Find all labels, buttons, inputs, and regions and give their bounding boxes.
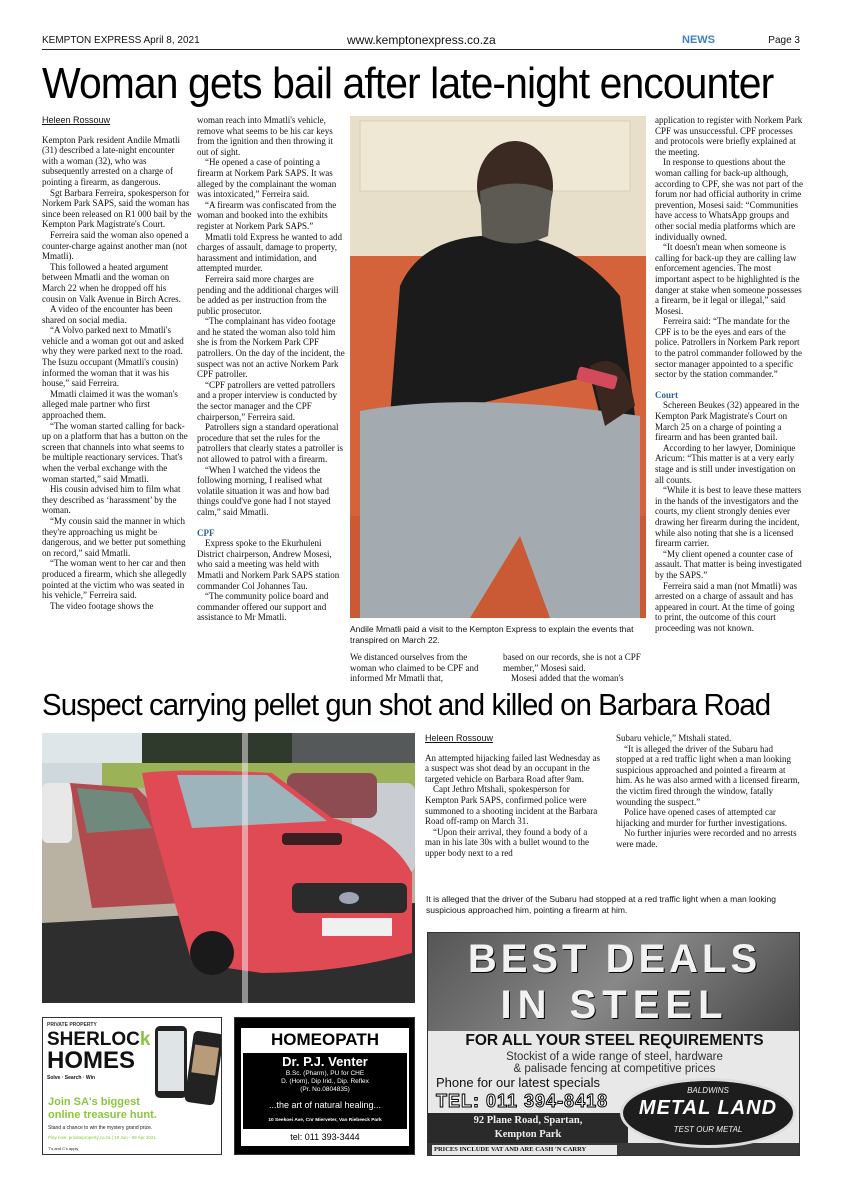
photo-red-subaru [42, 733, 415, 1003]
ad-address-1: 92 Plane Road, Spartan, [473, 1115, 583, 1126]
practice-number: (Pr. No.0804835) [300, 1086, 350, 1093]
phone-graphic-1 [155, 1026, 187, 1098]
paragraph: Subaru vehicle,” Mtshali stated. [616, 733, 732, 743]
paragraph: “While it is best to leave these matters in the hands of the investigators and the courts, my client strongly denies ever drawing her firearm during the incident, while also noting that she is a licensed firearm carrier. [655, 485, 802, 549]
paragraph: “The woman went to her car and then produced a firearm, which she allegedly pointed at the victim who was seated in his vehicle,” Ferreira said. [42, 558, 187, 601]
ad-headline-2: online treasure hunt. [48, 1109, 157, 1121]
byline: Heleen Rossouw [425, 733, 494, 743]
paragraph: “He opened a case of pointing a firearm at Norkem Park SAPS. It was alleged by the complainant the woman was intoxicated,” Ferreira said. [197, 157, 337, 200]
article1-photo [350, 116, 646, 618]
paragraph: Schereen Beukes (32) appeared in the Kempton Park Magistrate's Court on March 25 on a charge of pointing a firearm and has been granted bail. [655, 400, 800, 443]
ad-subtext: Stand a chance to win the mystery grand prize. [48, 1125, 153, 1131]
logo-bottom-text: TEST OUR METAL [673, 1125, 743, 1134]
ad-headline-1: Join SA's biggest [48, 1096, 140, 1108]
paragraph: Ferreira said more charges are pending and the additional charges will be added as per instruction from the public prosecutor. [197, 273, 339, 316]
phone-graphic-2 [184, 1030, 222, 1105]
paragraph: Police have opened cases of attempted car hijacking and murder for further investigations. [616, 807, 787, 828]
ad-phone-number[interactable]: TEL: 011 394-8418 [436, 1091, 609, 1111]
website-url[interactable]: www.kemptonexpress.co.za [347, 33, 496, 47]
article1-photo-caption: Andile Mmatli paid a visit to the Kempton Express to explain the events that transpired on March 22. [350, 624, 634, 645]
logo-top-text: BALDWINS [687, 1086, 729, 1095]
paragraph: Mmatli told Express he wanted to add charges of assault, damage to property, harassment and intimidation, and attempted murder. [197, 231, 342, 274]
article1-under-photo-right [503, 652, 648, 684]
paragraph: An attempted hijacking failed last Wednesday as a suspect was shot dead by an occupant in the targeted vehicle on Barbara Road after 9am. [425, 752, 601, 784]
paragraph: Sgt Barbara Ferreira, spokesperson for Norkem Park SAPS, said the woman has since been released on R1 000 bail by the Kempton Park Magistrate's Court. [42, 187, 192, 230]
paragraph: Mmatli claimed it was the woman's alleged male partner who first approached them. [42, 388, 178, 421]
paragraph: Capt Jethro Mtshali, spokesperson for Kempton Park SAPS, confirmed police were summoned to a shooting incident at the Barbara Road off-ramp on March 31. [425, 784, 598, 827]
ad-url-line[interactable]: Play now: privateproperty.co.za | 19 Jun - 09 Apr 2021 [48, 1135, 156, 1140]
paragraph: woman reach into Mmatli's vehicle, remove what seems to be his car keys from the ignition and then throwing it out of sight. [197, 115, 333, 157]
article1-column-2 [197, 115, 345, 623]
paragraph: This followed a heated argument between Mmatli and the woman on March 22 when he dropped off his cousin on Valk Avenue in Birch Acres. [42, 261, 181, 304]
paragraph: based on our records, she is not a CPF member,” Mosesi said. [503, 652, 641, 673]
ad-phone-label: Phone for our latest specials [436, 1075, 601, 1090]
paragraph: Ferreira said: “The mandate for the CPF is to be the eyes and ears of the police. Patrollers in Norkem Park report to the patrol commander followed by the sector manager appointed to a specific sector by the station commander.” [655, 316, 802, 380]
ad-terms: T's and C's apply [48, 1146, 79, 1151]
paragraph: “CPF patrollers are vetted patrollers and a proper interview is conducted by the sector manager and the CPF chairperson,” Ferreira said. [197, 379, 337, 422]
paragraph: According to her lawyer, Dominique Aricum: “This matter is at a very early stage and is still under investigation on all counts. [655, 442, 796, 485]
paragraph: Kempton Park resident Andile Mmatli (31) described a late-night encounter with a woman (32), who was subsequently arrested on a charge of pointing a firearm, as dangerous. [42, 134, 180, 187]
paragraph: No further injuries were recorded and no arrests were made. [616, 828, 797, 849]
paragraph: “When I watched the videos the following morning, I realised what volatile situation it was and how bad things could've gone had I not stayed calm,” said Mmatli. [197, 464, 331, 517]
metal-land-logo [620, 1078, 796, 1148]
paragraph: “A firearm was confiscated from the woman and booked into the exhibits register at Norkem Park SAPS.” [197, 199, 337, 231]
homeopath-phone[interactable]: tel: 011 393-3444 [290, 1132, 360, 1142]
ad-headline-2: IN STEEL [500, 983, 729, 1027]
paragraph: His cousin advised him to film what they described as ‘harassment’ by the woman. [42, 484, 181, 516]
subhead-cpf: CPF [197, 527, 215, 538]
paragraph: Mosesi added that the woman's [511, 673, 624, 684]
article2-photo [42, 733, 415, 1003]
paragraph: “The community police board and commander offered our support and assistance to Mr Mmatli. [197, 591, 329, 623]
paragraph: A video of the encounter has been shared on social media. [42, 304, 173, 325]
advert-homeopath[interactable] [234, 1017, 415, 1155]
paragraph: “Upon their arrival, they found a body of a man in his late 30s with a bullet wound to the upper body next to a red [425, 826, 589, 858]
advert-sherlock-homes[interactable] [42, 1017, 222, 1155]
logo-main-text: METAL LAND [638, 1097, 778, 1119]
ad-brand: PRIVATE PROPERTY [47, 1022, 97, 1028]
publication-date: KEMPTON EXPRESS April 8, 2021 [42, 35, 200, 46]
article2-column-2 [616, 733, 802, 850]
article1-column-4 [655, 115, 803, 634]
subhead-court: Court [655, 389, 678, 400]
paragraph: “My client opened a counter case of assault. That matter is being investigated by the SAPS.” [655, 548, 802, 580]
paragraph: “The complainant has video footage and he stated the woman also told him she is from the Norkem Park CPF patrollers. On the day of the incident, the suspect was not an active Norkem Park CPF patroller. [197, 316, 345, 380]
paragraph: Patrollers sign a standard operational procedure that set the rules for the patrollers that clearly states a patroller is not allowed to patrol with a firearm. [197, 422, 343, 464]
article1-headline: Woman gets bail after late-night encounter [42, 59, 774, 108]
paragraph: “It is alleged the driver of the Subaru had stopped at a red traffic light when a man looking suspicious approached and pointed a firearm at him. As he was also armed with a licensed firearm, the victim fired through the window, fatally wounding the suspect.” [616, 743, 800, 807]
paragraph: In response to questions about the woman calling for back-up although, according to CPF, she was not part of the forum nor had official authority in crime prevention, Mosesi said: “Communities have access to WhatsApp groups and other social media platforms which are individually owned. [655, 157, 804, 242]
article2-photo-caption: It is alleged that the driver of the Subaru had stopped at a red traffic light when a man looking suspicious approached him, pointing a firearm at him. [426, 894, 776, 915]
paragraph: Express spoke to the Ekurhuleni District chairperson, Andrew Mosesi, who said a meeting was held with Mmatli and Norkem Park SAPS station commander Col Johannes Tau. [197, 538, 340, 591]
section-label: NEWS [682, 34, 715, 46]
ad-footer: PRICES INCLUDE VAT AND ARE CASH 'N CARRY [432, 1145, 617, 1155]
paragraph: “The woman started calling for back-up on a platform that has a button on the screen that channels into what seems to be multiple reactionary services. That's when the verbal exchange with the woman started,” said Mmatli. [42, 420, 188, 484]
paragraph: “A Volvo parked next to Mmatli's vehicle and a woman got out and asked why they were parked next to the road. The Isuzu occupant (Mmatli's cousin) informed the woman that it was his house,” said Ferreira. [42, 325, 184, 389]
homeopath-slogan: ...the art of natural healing... [268, 1100, 382, 1110]
paragraph: Ferreira said a man (not Mmatli) was arrested on a charge of assault and has appeared in court. At the time of going to print, the outcome of this court proceeding was not known. [655, 580, 797, 633]
ad-tagline: Solve · Search · Win [47, 1075, 96, 1081]
advert-metal-land[interactable] [427, 932, 800, 1156]
homeopath-title: HOMEOPATH [271, 1030, 379, 1049]
qualification-1: B.Sc. (Pharm), PU for CHE [285, 1070, 365, 1077]
article1-under-photo-left [350, 652, 490, 684]
ad-address-2: Kempton Park [494, 1129, 562, 1140]
qualification-2: D. (Hom), Dip Irid., Dip. Reflex [281, 1078, 369, 1085]
masthead [42, 32, 800, 50]
ad-title-line-1: SHERLOCk [47, 1029, 151, 1050]
ad-sub-2: & palisade fencing at competitive prices [513, 1063, 716, 1075]
paragraph: The video footage shows the [50, 600, 154, 611]
article2-column-1 [425, 733, 603, 859]
paragraph: Ferreira said the woman also opened a counter-charge against another man (not Mmatli). [42, 229, 189, 262]
ad-headline-1: BEST DEALS [467, 937, 762, 981]
page-number: Page 3 [768, 35, 800, 46]
paragraph: application to register with Norkem Park CPF was unsuccessful. CPF processes and protocols were briefly explained at the meeting. [655, 115, 803, 157]
ad-title-line-2: HOMES [47, 1047, 136, 1074]
article1-column-1 [42, 115, 192, 611]
article2-headline: Suspect carrying pellet gun shot and killed on Barbara Road [42, 687, 771, 722]
doctor-name: Dr. P.J. Venter [282, 1054, 368, 1069]
byline: Heleen Rossouw [42, 115, 111, 125]
paragraph: We distanced ourselves from the woman who claimed to be CPF and informed Mr Mmatli that, [350, 652, 479, 684]
photo-man-on-couch [350, 116, 646, 618]
paragraph: “It doesn't mean when someone is calling for back-up they are calling law enforcement agencies. The most important aspect to be highlighted is the danger at stake when someone possesses a firearm, be it legal or illegal,” said Mosesi. [655, 242, 802, 316]
homeopath-address: 10 Seekoei Ave, Cnr Mierveter, Van Riebeeck Park [268, 1118, 382, 1123]
paragraph: “My cousin said the manner in which they're approaching us might be dangerous, and we better put something on record,” said Mmatli. [42, 515, 186, 558]
ad-banner: FOR ALL YOUR STEEL REQUIREMENTS [465, 1032, 764, 1049]
ad-sub-1: Stockist of a wide range of steel, hardware [506, 1051, 723, 1063]
